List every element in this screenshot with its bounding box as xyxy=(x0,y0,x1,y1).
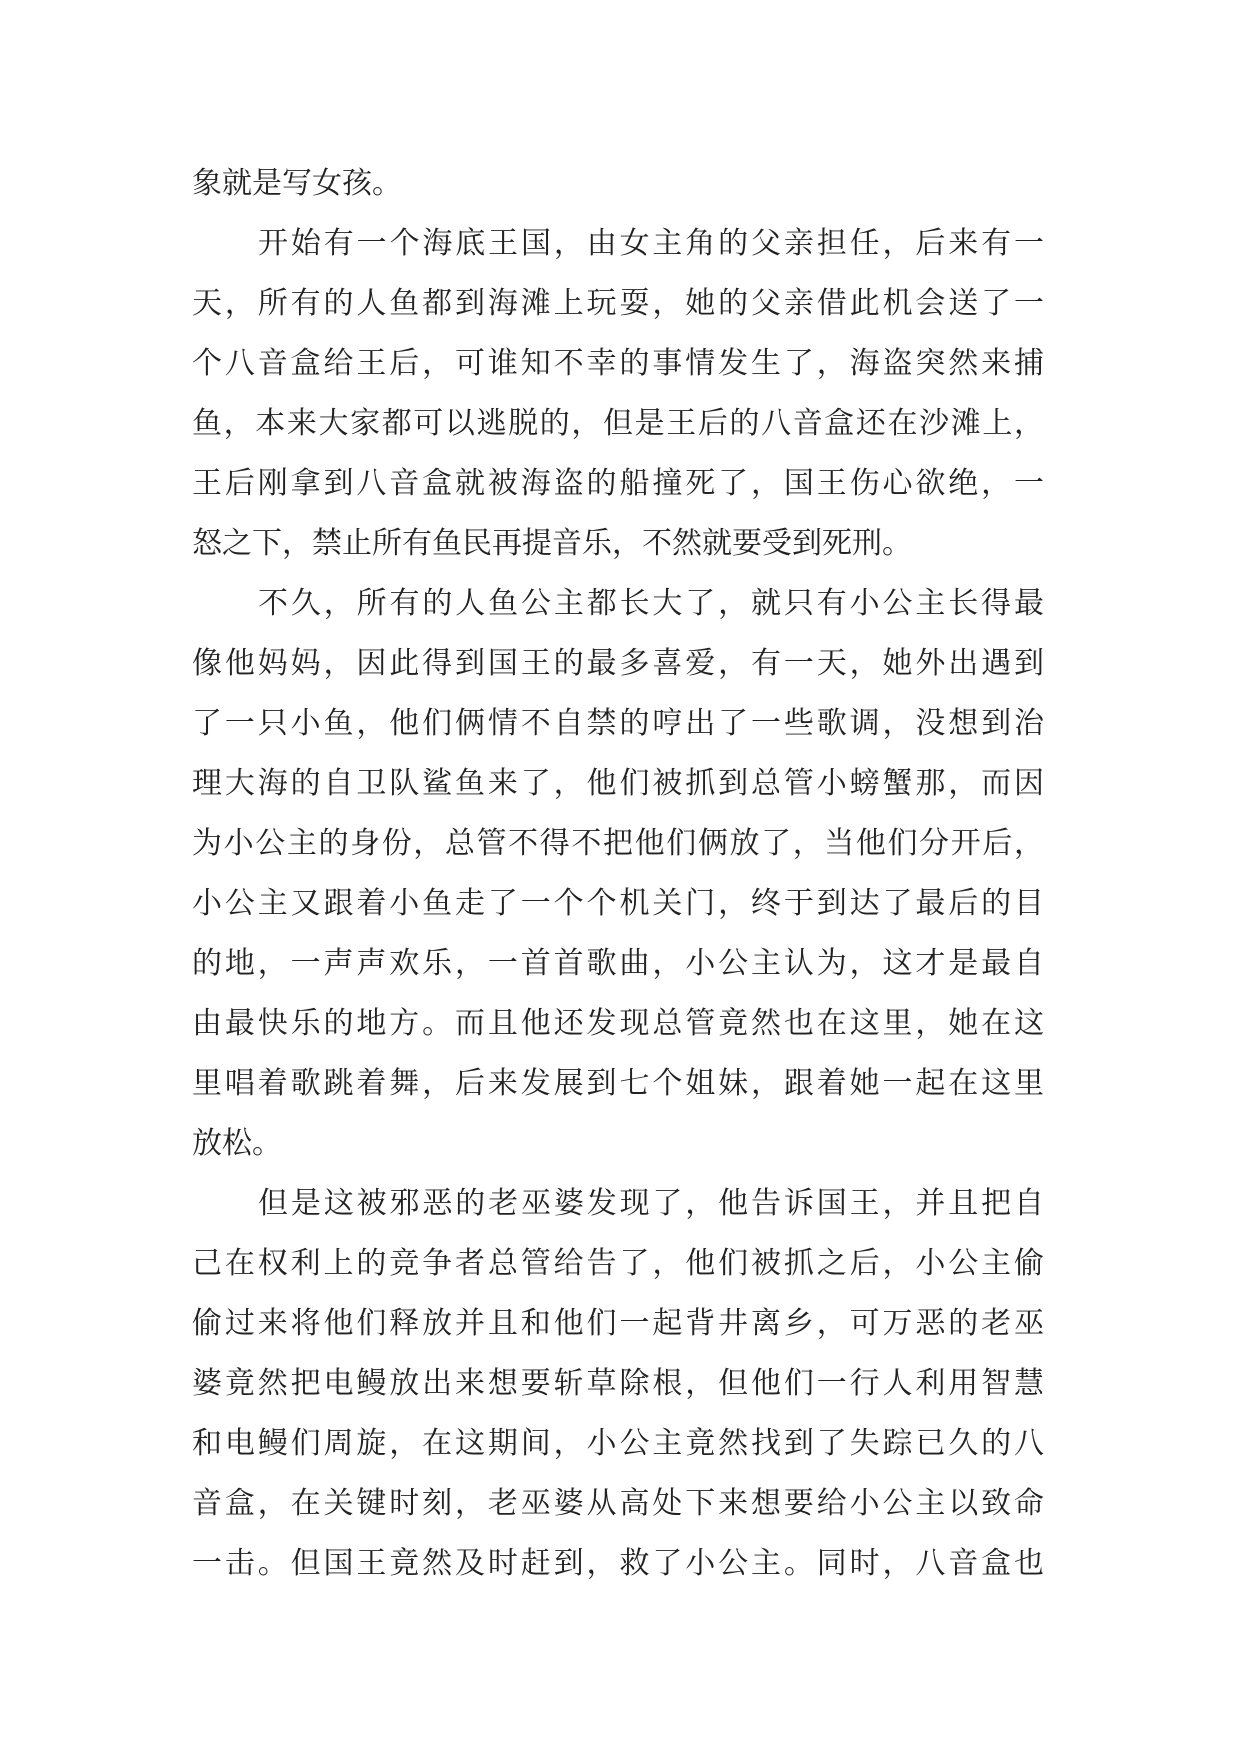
paragraph-first-line xyxy=(192,574,1044,634)
text-line xyxy=(192,1114,1044,1174)
line-text: 里唱着歌跳着舞，后来发展到七个姐妹，跟着她一起在这里 xyxy=(192,1066,1044,1101)
paragraph-first-line xyxy=(192,214,1044,274)
text-line xyxy=(192,394,1044,454)
line-text: 偷过来将他们释放并且和他们一起背井离乡，可万恶的老巫 xyxy=(192,1306,1044,1341)
text-line xyxy=(192,934,1044,994)
text-line xyxy=(192,1294,1044,1354)
line-text: 为小公主的身份，总管不得不把他们俩放了，当他们分开后， xyxy=(192,826,1044,861)
text-line xyxy=(192,1414,1044,1474)
text-line xyxy=(192,514,1044,574)
text-line xyxy=(192,1354,1044,1414)
text-line xyxy=(192,874,1044,934)
text-line xyxy=(192,754,1044,814)
line-text: 象就是写女孩。 xyxy=(192,166,402,201)
line-text: 由最快乐的地方。而且他还发现总管竟然也在这里，她在这 xyxy=(192,1006,1044,1041)
line-text: 婆竟然把电鳗放出来想要斩草除根，但他们一行人利用智慧 xyxy=(192,1366,1044,1401)
line-text: 音盒，在关键时刻，老巫婆从高处下来想要给小公主以致命 xyxy=(192,1486,1044,1521)
line-text: 但是这被邪恶的老巫婆发现了，他告诉国王，并且把自 xyxy=(258,1186,1044,1221)
text-line xyxy=(192,634,1044,694)
line-text: 和电鳗们周旋，在这期间，小公主竟然找到了失踪已久的八 xyxy=(192,1426,1044,1461)
document-body xyxy=(192,154,1044,1594)
line-text: 的地，一声声欢乐，一首首歌曲，小公主认为，这才是最自 xyxy=(192,946,1044,981)
line-text: 怒之下，禁止所有鱼民再提音乐，不然就要受到死刑。 xyxy=(192,526,912,561)
text-line xyxy=(192,1534,1044,1594)
text-line xyxy=(192,154,1044,214)
line-text: 王后刚拿到八音盒就被海盗的船撞死了，国王伤心欲绝，一 xyxy=(192,466,1044,501)
text-line xyxy=(192,814,1044,874)
line-text: 一击。但国王竟然及时赶到，救了小公主。同时，八音盒也 xyxy=(192,1546,1044,1581)
line-text: 像他妈妈，因此得到国王的最多喜爱，有一天，她外出遇到 xyxy=(192,646,1044,681)
line-text: 个八音盒给王后，可谁知不幸的事情发生了，海盗突然来捕 xyxy=(192,346,1044,381)
line-text: 了一只小鱼，他们俩情不自禁的哼出了一些歌调，没想到治 xyxy=(192,706,1044,741)
text-line xyxy=(192,694,1044,754)
text-line xyxy=(192,1054,1044,1114)
line-text: 放松。 xyxy=(192,1126,282,1161)
text-line xyxy=(192,274,1044,334)
line-text: 理大海的自卫队鲨鱼来了，他们被抓到总管小螃蟹那，而因 xyxy=(192,766,1044,801)
text-line xyxy=(192,454,1044,514)
text-line xyxy=(192,1474,1044,1534)
line-text: 开始有一个海底王国，由女主角的父亲担任，后来有一 xyxy=(258,226,1044,261)
line-text: 不久，所有的人鱼公主都长大了，就只有小公主长得最 xyxy=(258,586,1044,621)
line-text: 己在权利上的竞争者总管给告了，他们被抓之后，小公主偷 xyxy=(192,1246,1044,1281)
text-line xyxy=(192,1234,1044,1294)
text-line xyxy=(192,334,1044,394)
line-text: 天，所有的人鱼都到海滩上玩耍，她的父亲借此机会送了一 xyxy=(192,286,1044,321)
line-text: 鱼，本来大家都可以逃脱的，但是王后的八音盒还在沙滩上， xyxy=(192,406,1044,441)
text-line xyxy=(192,994,1044,1054)
paragraph-first-line xyxy=(192,1174,1044,1234)
line-text: 小公主又跟着小鱼走了一个个机关门，终于到达了最后的目 xyxy=(192,886,1044,921)
